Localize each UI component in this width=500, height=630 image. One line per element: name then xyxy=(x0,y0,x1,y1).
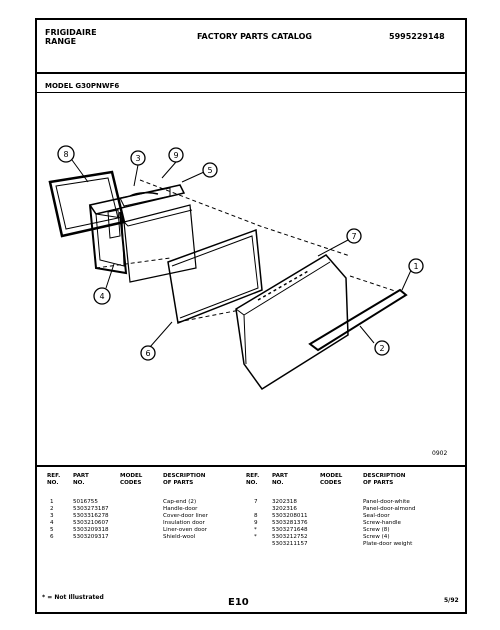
callout-2-label: 2 xyxy=(379,344,385,353)
header-part-no-left: PART NO. xyxy=(73,473,89,486)
header-model-codes-left: MODEL CODES xyxy=(120,473,143,486)
callout-6-label: 6 xyxy=(145,349,151,358)
callout-1-label: 1 xyxy=(413,262,419,271)
header-model-codes-right: MODEL CODES xyxy=(320,473,343,486)
callout-8-label: 8 xyxy=(63,150,69,159)
callout-4-label: 4 xyxy=(99,292,105,301)
brand-line-2: RANGE xyxy=(45,37,77,46)
callout-3-label: 3 xyxy=(135,154,141,163)
callout-7-label: 7 xyxy=(351,232,357,241)
handle-part xyxy=(310,290,406,350)
page-code: E10 xyxy=(228,597,249,608)
catalog-title: FACTORY PARTS CATALOG xyxy=(197,32,312,41)
header-ref-no-left: REF. NO. xyxy=(47,473,61,486)
brand-line-1: FRIGIDAIRE xyxy=(45,28,97,37)
insulation-door-part xyxy=(124,205,196,282)
callout-9-label: 9 xyxy=(173,151,179,160)
header-description-right: DESCRIPTION OF PARTS xyxy=(363,473,406,486)
header-description-left: DESCRIPTION OF PARTS xyxy=(163,473,206,486)
callout-5-label: 5 xyxy=(207,166,213,175)
figure-code: 0902 xyxy=(432,450,448,457)
header-ref-no-right: REF. NO. xyxy=(246,473,260,486)
catalog-number: 5995229148 xyxy=(389,32,445,41)
door-panel-part xyxy=(236,255,348,389)
table-divider xyxy=(37,465,465,467)
footnote: * = Not Illustrated xyxy=(42,594,104,601)
model-label: MODEL G30PNWF6 xyxy=(45,82,120,90)
shield-part xyxy=(168,230,262,323)
date-code: 5/92 xyxy=(444,597,459,604)
header-part-no-right: PART NO. xyxy=(272,473,288,486)
